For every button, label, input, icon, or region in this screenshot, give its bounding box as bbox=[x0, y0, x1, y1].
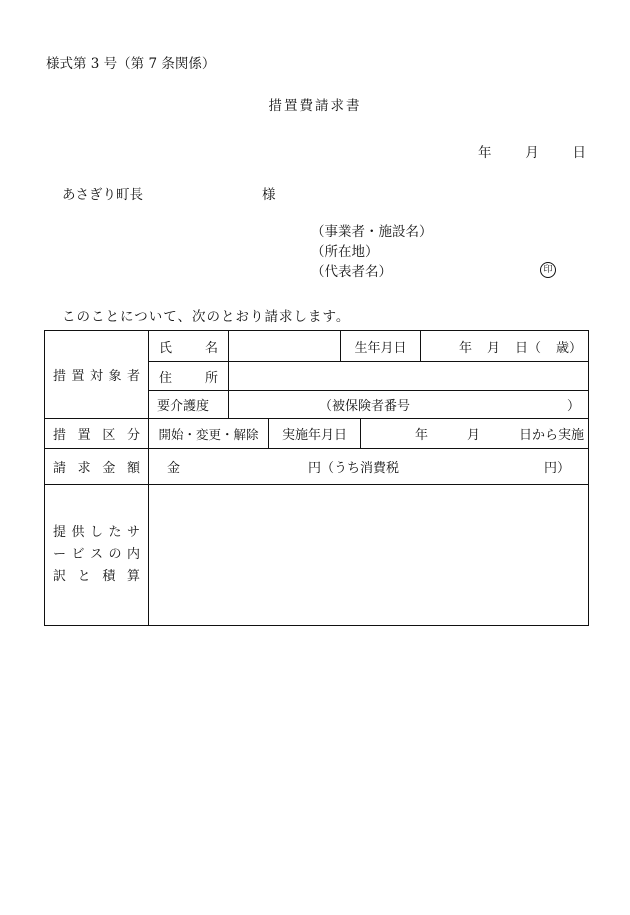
amount-prefix: 金 bbox=[167, 461, 181, 476]
implementation-date-value[interactable] bbox=[361, 419, 589, 449]
birth-date-value[interactable] bbox=[421, 331, 589, 362]
table-row bbox=[45, 419, 589, 449]
category-label: 措置区分 bbox=[45, 419, 149, 449]
table-row bbox=[45, 331, 589, 362]
implementation-year: 年 bbox=[415, 428, 429, 443]
service-breakdown-value[interactable] bbox=[149, 485, 589, 626]
insured-number-close: ） bbox=[567, 399, 581, 414]
category-options[interactable]: 開始・変更・解除 bbox=[149, 419, 269, 449]
amount-value[interactable] bbox=[149, 449, 589, 485]
applicant-location-label: （所在地） bbox=[311, 244, 379, 260]
insured-number-label: （被保険者番号 bbox=[319, 399, 411, 414]
birth-month: 月 bbox=[487, 340, 501, 356]
name-label: 氏 名 bbox=[149, 331, 229, 362]
date-month: 月 bbox=[525, 145, 539, 161]
service-label-line: ービスの内 bbox=[53, 547, 140, 562]
address-label: 住 所 bbox=[149, 362, 229, 391]
amount-label: 請求金額 bbox=[45, 449, 149, 485]
claim-table bbox=[44, 330, 589, 626]
seal-mark: 印 bbox=[540, 262, 556, 278]
addressee-honorific: 様 bbox=[262, 187, 276, 203]
document-title: 措置費請求書 bbox=[268, 98, 362, 114]
date-line bbox=[478, 141, 586, 161]
birth-date-label: 生年月日 bbox=[341, 331, 421, 362]
date-year: 年 bbox=[478, 145, 492, 161]
birth-year: 年 bbox=[459, 340, 473, 356]
intro-text: このことについて、次のとおり請求します。 bbox=[62, 309, 351, 325]
implementation-day-from: 日から実施 bbox=[519, 428, 585, 443]
subject-label: 措置対象者 bbox=[45, 331, 149, 419]
care-level-value[interactable] bbox=[229, 391, 589, 419]
date-day: 日 bbox=[572, 145, 586, 161]
implementation-month: 月 bbox=[467, 428, 481, 443]
address-value[interactable] bbox=[229, 362, 589, 391]
table-row bbox=[45, 449, 589, 485]
birth-day: 日（ bbox=[514, 340, 541, 356]
applicant-representative-label: （代表者名） bbox=[311, 264, 392, 280]
amount-close: 円） bbox=[544, 461, 571, 476]
birth-age: 歳） bbox=[555, 340, 582, 356]
applicant-business-name-label: （事業者・施設名） bbox=[311, 224, 433, 240]
table-row bbox=[45, 485, 589, 626]
implementation-date-label: 実施年月日 bbox=[269, 419, 361, 449]
name-value[interactable] bbox=[229, 331, 341, 362]
form-number: 様式第 3 号（第 7 条関係） bbox=[46, 56, 216, 72]
care-level-label: 要介護度 bbox=[149, 391, 229, 419]
amount-yen: 円（うち消費税 bbox=[308, 461, 400, 476]
service-label-line: 提供したサ bbox=[53, 525, 140, 540]
service-label-line: 訳と積算 bbox=[53, 569, 140, 584]
service-breakdown-label bbox=[45, 485, 149, 626]
applicant-block bbox=[311, 222, 433, 282]
addressee-name: あさぎり町長 bbox=[62, 187, 143, 203]
